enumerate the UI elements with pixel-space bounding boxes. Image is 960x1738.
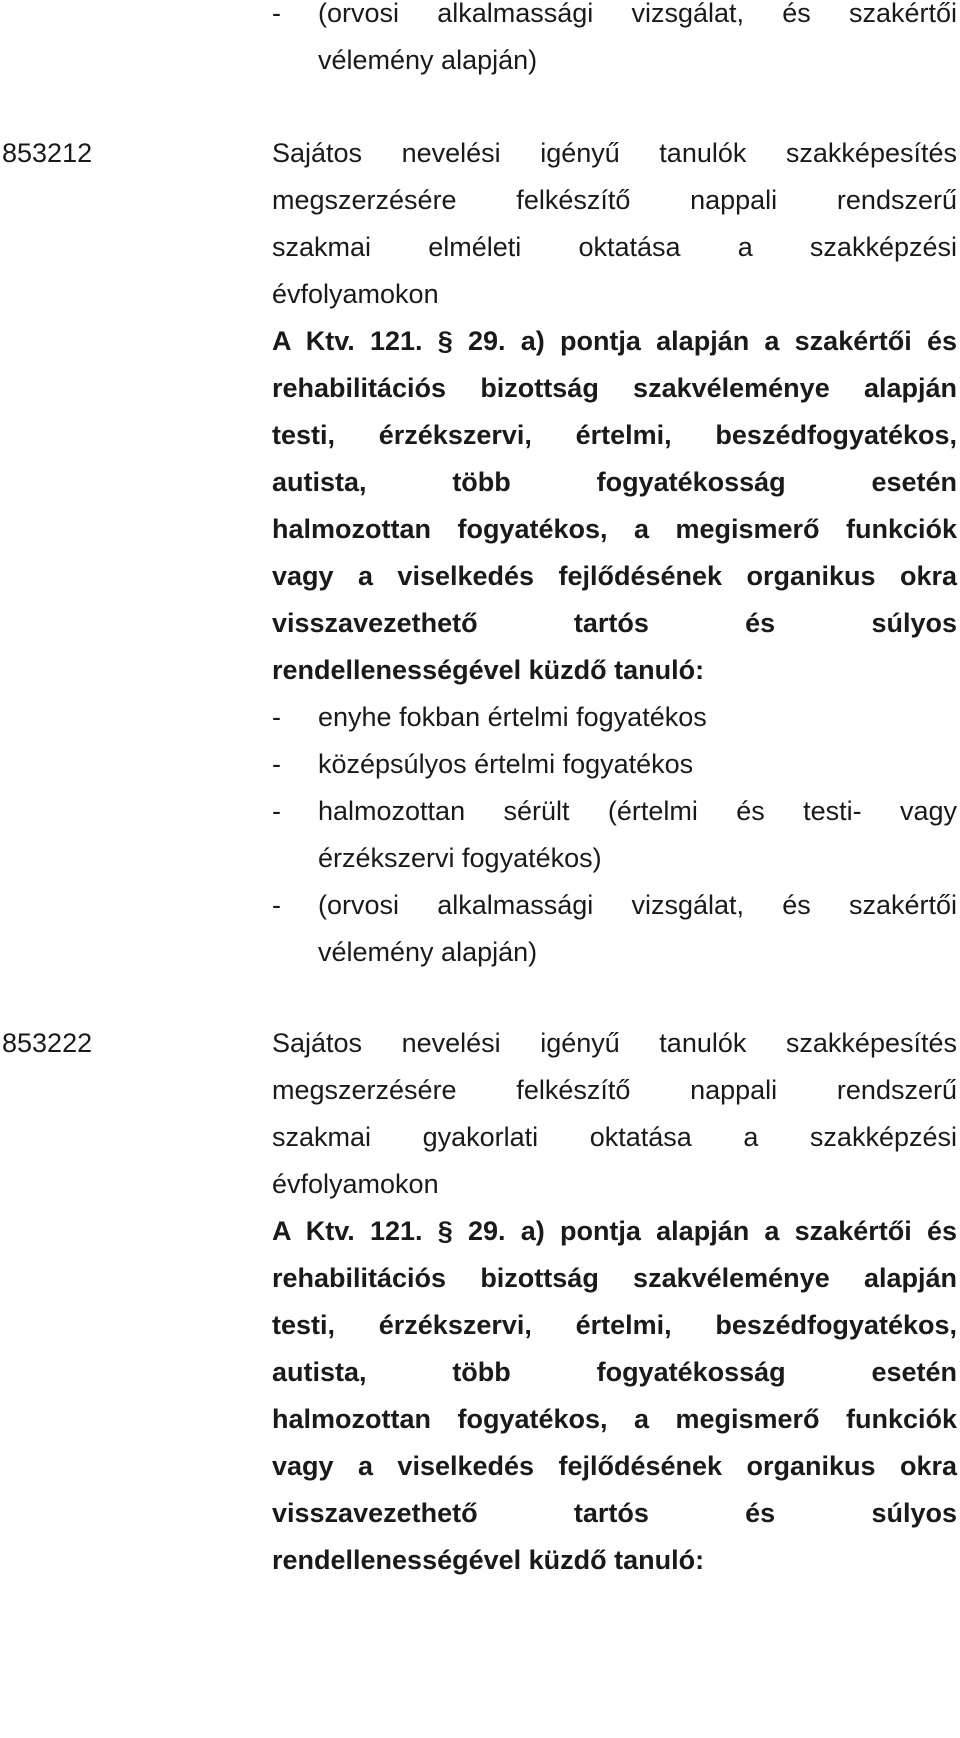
section-title-line: szakmai gyakorlati oktatása a szakképzési <box>272 1122 957 1152</box>
legal-text-line: testi, érzékszervi, értelmi, beszédfogyatékos, <box>272 1310 957 1340</box>
legal-text-line: A Ktv. 121. § 29. a) pontja alapján a szakértői és <box>272 326 957 356</box>
section-title-line: évfolyamokon <box>272 279 439 309</box>
section-title-line: Sajátos nevelési igényű tanulók szakképesítés <box>272 1028 957 1058</box>
legal-text-line: autista, több fogyatékosság esetén <box>272 1357 957 1387</box>
section-code: 853222 <box>2 1028 93 1058</box>
list-item-text: vélemény alapján) <box>318 937 538 967</box>
list-dash: - <box>272 749 281 779</box>
legal-text-line: halmozottan fogyatékos, a megismerő funkciók <box>272 1404 957 1434</box>
legal-text-line: visszavezethető tartós és súlyos <box>272 608 957 638</box>
legal-text-line: rendellenességével küzdő tanuló: <box>272 655 705 685</box>
legal-text-line: rehabilitációs bizottság szakvéleménye alapján <box>272 373 957 403</box>
section-title-line: szakmai elméleti oktatása a szakképzési <box>272 232 957 262</box>
legal-text-line: vagy a viselkedés fejlődésének organikus okra <box>272 1451 957 1481</box>
list-item-text: (orvosi alkalmassági vizsgálat, és szakértői <box>318 0 957 28</box>
list-dash: - <box>272 702 281 732</box>
legal-text-line: vagy a viselkedés fejlődésének organikus okra <box>272 561 957 591</box>
list-dash: - <box>272 890 281 920</box>
list-item-text: enyhe fokban értelmi fogyatékos <box>318 702 707 732</box>
section-code: 853212 <box>2 138 93 168</box>
legal-text-line: rendellenességével küzdő tanuló: <box>272 1545 705 1575</box>
legal-text-line: autista, több fogyatékosság esetén <box>272 467 957 497</box>
section-title-line: megszerzésére felkészítő nappali rendszerű <box>272 185 957 215</box>
list-item-text: érzékszervi fogyatékos) <box>318 843 602 873</box>
list-item-text: halmozottan sérült (értelmi és testi- vagy <box>318 796 957 826</box>
legal-text-line: rehabilitációs bizottság szakvéleménye alapján <box>272 1263 957 1293</box>
legal-text-line: testi, érzékszervi, értelmi, beszédfogyatékos, <box>272 420 957 450</box>
list-dash: - <box>272 796 281 826</box>
legal-text-line: visszavezethető tartós és súlyos <box>272 1498 957 1528</box>
section-title-line: évfolyamokon <box>272 1169 439 1199</box>
legal-text-line: A Ktv. 121. § 29. a) pontja alapján a szakértői és <box>272 1216 957 1246</box>
list-dash: - <box>272 0 281 28</box>
section-title-line: megszerzésére felkészítő nappali rendszerű <box>272 1075 957 1105</box>
list-item-text: vélemény alapján) <box>318 45 538 75</box>
list-item-text: középsúlyos értelmi fogyatékos <box>318 749 694 779</box>
list-item-text: (orvosi alkalmassági vizsgálat, és szakértői <box>318 890 957 920</box>
section-title-line: Sajátos nevelési igényű tanulók szakképesítés <box>272 138 957 168</box>
legal-text-line: halmozottan fogyatékos, a megismerő funkciók <box>272 514 957 544</box>
